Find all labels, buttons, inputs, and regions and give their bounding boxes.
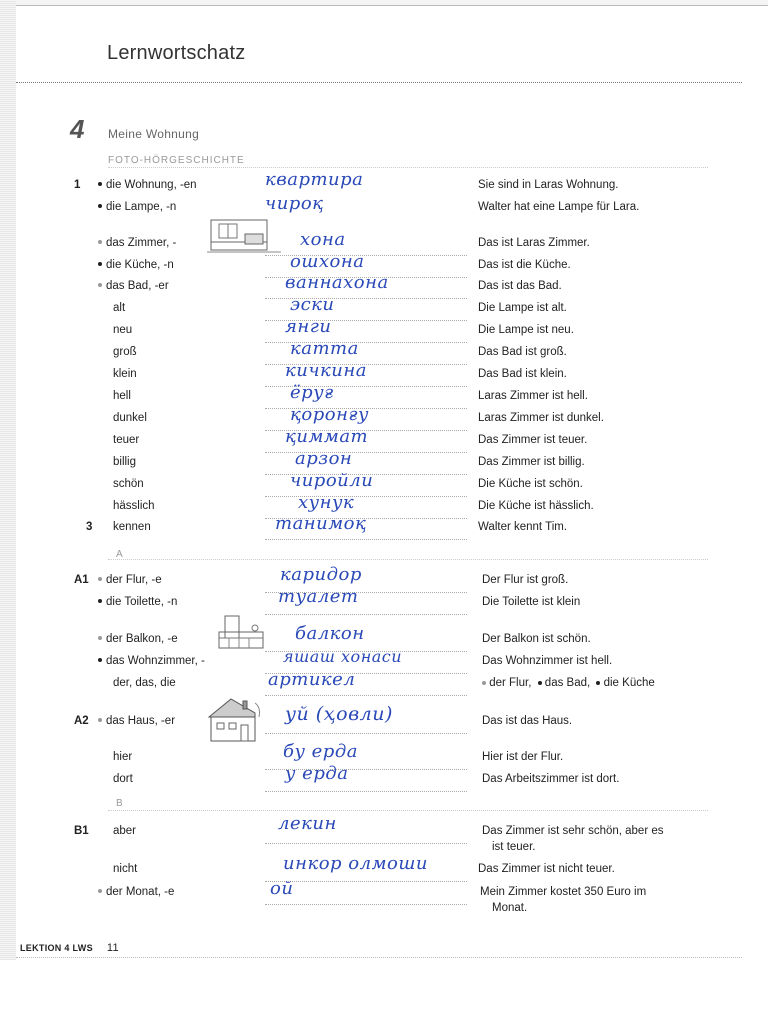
vocab-row [0, 586, 768, 616]
handwritten-translation: ваннахона [285, 272, 389, 293]
handwritten-translation: қоронғу [290, 404, 369, 425]
vocab-word: alt [113, 302, 126, 314]
example-sentence: Der Balkon ist schön. [482, 633, 591, 645]
vocab-word: neu [113, 324, 133, 336]
exercise-number: 3 [86, 521, 93, 533]
vocab-row [0, 513, 768, 541]
article-example-feminine: die Küche [603, 677, 655, 689]
vocab-word [98, 715, 175, 727]
example-sentence: Das ist das Haus. [482, 715, 573, 727]
neuter-dot-icon [538, 681, 542, 685]
lesson-label: LEKTION 4 LWS [20, 943, 93, 953]
answer-line [265, 733, 467, 734]
vocab-term: die Küche, -n [106, 259, 174, 271]
vocab-word: teuer [113, 434, 140, 446]
vocab-row [0, 703, 768, 735]
vocab-word: aber [113, 825, 137, 837]
vocab-word: billig [113, 456, 137, 468]
vocab-word [98, 179, 197, 191]
example-sentence-continued: Monat. [492, 902, 528, 914]
neuter-dot-icon [98, 658, 102, 662]
example-sentence: Das Wohnzimmer ist hell. [482, 655, 613, 667]
vocab-row [0, 448, 768, 476]
handwritten-translation: хунук [298, 492, 355, 513]
example-sentence: Das Bad ist klein. [478, 368, 567, 380]
page-footer [20, 942, 119, 954]
vocab-row [0, 853, 768, 883]
example-sentence: Mein Zimmer kostet 350 Euro im [480, 886, 647, 898]
article-example-neuter: das Bad, [544, 677, 591, 689]
handwritten-translation: каридор [280, 564, 362, 585]
example-sentence: Das Zimmer ist billig. [478, 456, 585, 468]
feminine-dot-icon [98, 599, 102, 603]
feminine-dot-icon [596, 681, 600, 685]
vocab-row [0, 741, 768, 771]
handwritten-translation: квартира [265, 169, 364, 190]
handwritten-translation: уй (ҳовли) [285, 703, 393, 725]
example-sentence: Das ist das Bad. [478, 280, 562, 292]
vocab-row [0, 470, 768, 498]
example-sentence: Das Arbeitszimmer ist dort. [482, 773, 620, 785]
handwritten-translation: туалет [278, 586, 359, 607]
vocab-row [0, 294, 768, 322]
vocab-word: groß [113, 346, 137, 358]
article-example-masculine: der Flur, [489, 677, 532, 689]
article-examples [482, 677, 655, 689]
vocab-term: das Wohnzimmer, - [106, 655, 205, 667]
handwritten-translation: ошхона [290, 251, 365, 272]
vocab-row [0, 338, 768, 366]
vocab-row [0, 492, 768, 520]
vocab-word: dunkel [113, 412, 147, 424]
example-sentence: Laras Zimmer ist hell. [478, 390, 588, 402]
vocab-word [98, 237, 176, 249]
handwritten-translation: қиммат [285, 426, 369, 447]
section-divider [108, 167, 708, 168]
example-sentence: Hier ist der Flur. [482, 751, 564, 763]
vocab-word: hässlich [113, 500, 155, 512]
vocab-term: die Lampe, -n [106, 201, 177, 213]
example-sentence: Der Flur ist groß. [482, 574, 569, 586]
vocab-word [98, 201, 176, 213]
vocab-row [0, 382, 768, 410]
example-sentence: Das Bad ist groß. [478, 346, 567, 358]
handwritten-translation: лекин [278, 813, 337, 834]
vocab-row [0, 564, 768, 594]
section-divider [108, 810, 708, 811]
vocab-term: die Toilette, -n [106, 596, 178, 608]
handwritten-translation: ой [270, 878, 294, 899]
vocab-term: das Haus, -er [106, 715, 176, 727]
answer-line [265, 614, 467, 615]
vocab-row [0, 360, 768, 388]
masculine-dot-icon [98, 636, 102, 640]
vocab-row [0, 316, 768, 344]
header-divider [16, 82, 742, 83]
neuter-dot-icon [98, 718, 102, 722]
vocab-row [0, 669, 768, 697]
example-sentence: Sie sind in Laras Wohnung. [478, 179, 619, 191]
handwritten-translation: танимоқ [275, 513, 367, 534]
example-sentence: Das ist die Küche. [478, 259, 571, 271]
vocab-row [0, 813, 768, 853]
vocab-row [0, 426, 768, 454]
answer-line [265, 904, 467, 905]
section-label-a: A [116, 549, 124, 560]
example-sentence: Die Küche ist schön. [478, 478, 583, 490]
feminine-dot-icon [98, 262, 102, 266]
answer-line [265, 843, 467, 844]
vocab-term: der Monat, -e [106, 886, 175, 898]
vocab-row [0, 763, 768, 793]
neuter-dot-icon [98, 283, 102, 287]
vocab-row [0, 404, 768, 432]
handwritten-translation: ёруғ [290, 382, 334, 403]
example-sentence: Die Lampe ist alt. [478, 302, 567, 314]
handwritten-translation: чиройли [290, 470, 374, 491]
page-number: 11 [106, 942, 119, 954]
vocab-row [0, 229, 768, 257]
vocab-word [98, 633, 178, 645]
vocab-word: dort [113, 773, 133, 785]
page-title: Lernwortschatz [107, 42, 246, 64]
answer-line [265, 791, 467, 792]
handwritten-translation: инкор олмоши [283, 853, 428, 874]
section-label-b: B [116, 798, 124, 809]
handwritten-translation: хона [300, 229, 346, 250]
answer-line [265, 881, 467, 882]
vocab-term: der Balkon, -e [106, 633, 178, 645]
handwritten-translation: кичкина [285, 360, 367, 381]
vocab-term: das Bad, -er [106, 280, 169, 292]
example-sentence: Die Toilette ist klein [482, 596, 581, 608]
vocab-row [0, 272, 768, 300]
example-sentence: Walter kennt Tim. [478, 521, 568, 533]
exercise-number: B1 [74, 825, 89, 837]
example-sentence: Das ist Laras Zimmer. [478, 237, 590, 249]
example-sentence: Das Zimmer ist nicht teuer. [478, 863, 615, 875]
vocab-row [0, 193, 768, 221]
handwritten-translation: у ерда [285, 763, 349, 784]
unit-number: 4 [70, 114, 85, 144]
vocab-word [98, 596, 177, 608]
section-divider [108, 559, 708, 560]
handwritten-translation: катта [290, 338, 359, 359]
handwritten-translation: арзон [295, 448, 353, 469]
vocab-term: die Wohnung, -en [106, 179, 197, 191]
vocab-term: das Zimmer, - [106, 237, 177, 249]
exercise-number: A1 [74, 574, 89, 586]
handwritten-translation: чироқ [265, 193, 324, 214]
vocab-word: hell [113, 390, 131, 402]
example-sentence: Walter hat eine Lampe für Lara. [478, 201, 640, 213]
example-sentence: Das Zimmer ist teuer. [478, 434, 588, 446]
vocab-term: der Flur, -e [106, 574, 162, 586]
exercise-number: A2 [74, 715, 89, 727]
masculine-dot-icon [482, 681, 486, 685]
example-sentence: Das Zimmer ist sehr schön, aber es [482, 825, 664, 837]
vocab-word: klein [113, 368, 137, 380]
footer-divider [16, 957, 742, 958]
vocab-row [0, 647, 768, 675]
vocab-word: schön [113, 478, 144, 490]
exercise-number: 1 [74, 179, 81, 191]
answer-line [265, 496, 467, 497]
answer-line [265, 695, 467, 696]
vocab-word: kennen [113, 521, 151, 533]
handwritten-translation: эски [290, 294, 335, 315]
neuter-dot-icon [98, 240, 102, 244]
handwritten-translation: бу ерда [283, 741, 358, 762]
example-sentence: Die Lampe ist neu. [478, 324, 574, 336]
vocab-word: nicht [113, 863, 138, 875]
section-label-foto: FOTO-HÖRGESCHICHTE [108, 155, 245, 166]
vocab-row [0, 878, 768, 914]
feminine-dot-icon [98, 204, 102, 208]
vocab-word [98, 655, 205, 667]
handwritten-translation: артикел [268, 669, 356, 690]
vocab-row [0, 169, 768, 199]
feminine-dot-icon [98, 182, 102, 186]
example-sentence: Die Küche ist hässlich. [478, 500, 594, 512]
vocab-word [98, 574, 162, 586]
unit-title: Meine Wohnung [108, 127, 200, 141]
handwritten-translation: янги [285, 316, 332, 337]
handwritten-translation: яшаш хонаси [283, 647, 403, 666]
example-sentence: Laras Zimmer ist dunkel. [478, 412, 604, 424]
answer-line [265, 539, 467, 540]
scan-top-edge [0, 0, 768, 6]
masculine-dot-icon [98, 577, 102, 581]
vocab-word [98, 280, 169, 292]
vocab-word: der, das, die [113, 677, 176, 689]
vocab-word [98, 259, 174, 271]
vocab-word: hier [113, 751, 133, 763]
masculine-dot-icon [98, 889, 102, 893]
handwritten-translation: балкон [295, 623, 365, 644]
vocab-word [98, 886, 174, 898]
example-sentence-continued: ist teuer. [492, 841, 536, 853]
